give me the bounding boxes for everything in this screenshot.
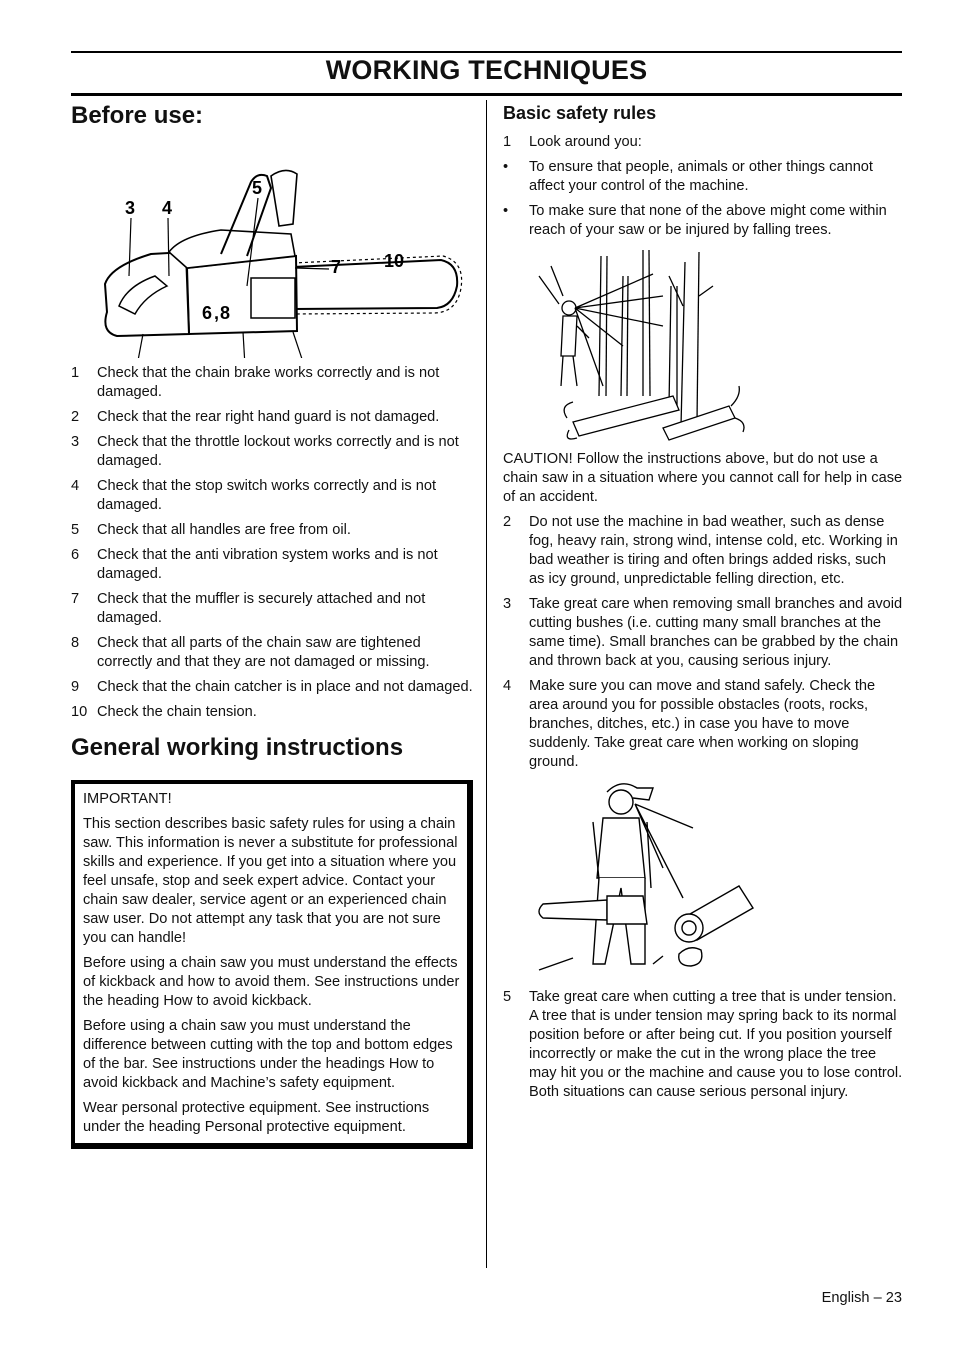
before-use-checklist: [71, 364, 473, 722]
diagram-label-comma: ,: [214, 303, 220, 323]
before-use-heading: Before use:: [71, 102, 204, 129]
safety-list-end: [503, 988, 903, 1102]
list-item: 3 Check that the throttle lockout works correctly and is not damaged.: [71, 434, 459, 469]
important-notice-box: [71, 780, 473, 1149]
diagram-label-4: 4: [162, 198, 173, 218]
forest-hazard-illustration: [503, 246, 903, 442]
operator-obstacles-illustration: [503, 778, 903, 984]
diagram-label-6: 6: [202, 303, 213, 323]
important-paragraph: Wear personal protective equipment. See instructions under the heading Personal protective equipment.: [83, 1100, 430, 1135]
list-item: 2 Do not use the machine in bad weather, such as dense fog, heavy rain, strong wind, intense cold, etc. Working in bad weather is tiring and often brings added risks, such as icy ground, unpredictable felling direction, etc.: [503, 514, 898, 587]
important-paragraph: Before using a chain saw you must understand the difference between cutting with the top and bottom edges of the bar. See instructions under the headings How to avoid kickback and Machine’s safety equipment.: [83, 1018, 453, 1091]
diagram-label-3: 3: [125, 198, 136, 218]
diagram-label-5: 5: [252, 178, 263, 198]
safety-list-start: [503, 133, 903, 240]
list-item: 6 Check that the anti vibration system works and is not damaged.: [71, 547, 438, 582]
important-paragraph: Before using a chain saw you must understand the effects of kickback and how to avoid them. See instructions under the heading How to avoid kickback.: [83, 955, 460, 1009]
important-label: IMPORTANT!: [83, 791, 172, 807]
list-item: 2 Check that the rear right hand guard is not damaged.: [71, 409, 440, 425]
caution-text: CAUTION! Follow the instructions above, but do not use a chain saw in a situation where you cannot call for help in case of an accident.: [503, 451, 903, 505]
list-item: • To make sure that none of the above might come within reach of your saw or be injured by falling trees.: [503, 203, 887, 238]
page-title: WORKING TECHNIQUES: [325, 55, 648, 85]
diagram-label-8: 8: [220, 303, 231, 323]
list-item: 1 Check that the chain brake works correctly and is not damaged.: [71, 365, 440, 400]
diagram-label-7: 7: [331, 257, 342, 277]
diagram-label-10: 10: [384, 251, 405, 271]
safety-list-middle: [503, 513, 903, 772]
list-item: 5 Check that all handles are free from oil.: [71, 522, 351, 538]
list-item: • To ensure that people, animals or other things cannot affect your control of the machine.: [503, 159, 873, 194]
list-item: 9 Check that the chain catcher is in place and not damaged.: [71, 679, 473, 695]
list-item: 5 Take great care when cutting a tree that is under tension. A tree that is under tension may spring back to its normal position before or after being cut. If you position yourself incorrectly or make the cut in the wrong place the tree may hit you or the machine and cause you to lose control. Both situations can cause serious personal injury.: [503, 989, 903, 1100]
title-underline: [71, 93, 902, 96]
list-item: 1 Look around you:: [503, 134, 642, 150]
list-item: 3 Take great care when removing small branches and avoid cutting bushes (i.e. cutting many small branches at the same time). Small branches can be grabbed by the chain and thrown back at you, causing serious injury.: [503, 596, 903, 669]
right-column: [503, 100, 903, 1108]
general-instructions-heading: General working instructions: [71, 734, 404, 761]
list-item: 7 Check that the muffler is securely attached and not damaged.: [71, 591, 426, 626]
top-rule: [71, 51, 902, 53]
left-column: [71, 100, 473, 1149]
column-divider: [486, 100, 487, 1268]
chainsaw-diagram: [71, 136, 473, 358]
list-item: 10 Check the chain tension.: [71, 704, 257, 720]
list-item: 8 Check that all parts of the chain saw are tightened correctly and that they are not damaged or missing.: [71, 635, 430, 670]
list-item: 4 Check that the stop switch works correctly and is not damaged.: [71, 478, 437, 513]
basic-safety-heading: Basic safety rules: [503, 103, 657, 123]
important-paragraph: This section describes basic safety rules for using a chain saw. This information is never a substitute for professional skills and experience. If you get into a situation where you feel unsafe, stop and seek expert advice. Contact your chain saw dealer, service agent or an experienced chain saw user. Do not attempt any task that you are not sure you can handle!: [83, 816, 458, 946]
page-footer: English – 23: [821, 1290, 902, 1306]
list-item: 4 Make sure you can move and stand safely. Check the area around you for possible obstacles (roots, rocks, branches, ditches, etc.) in case you have to move suddenly. Take great care when working on sloping ground.: [503, 678, 876, 770]
